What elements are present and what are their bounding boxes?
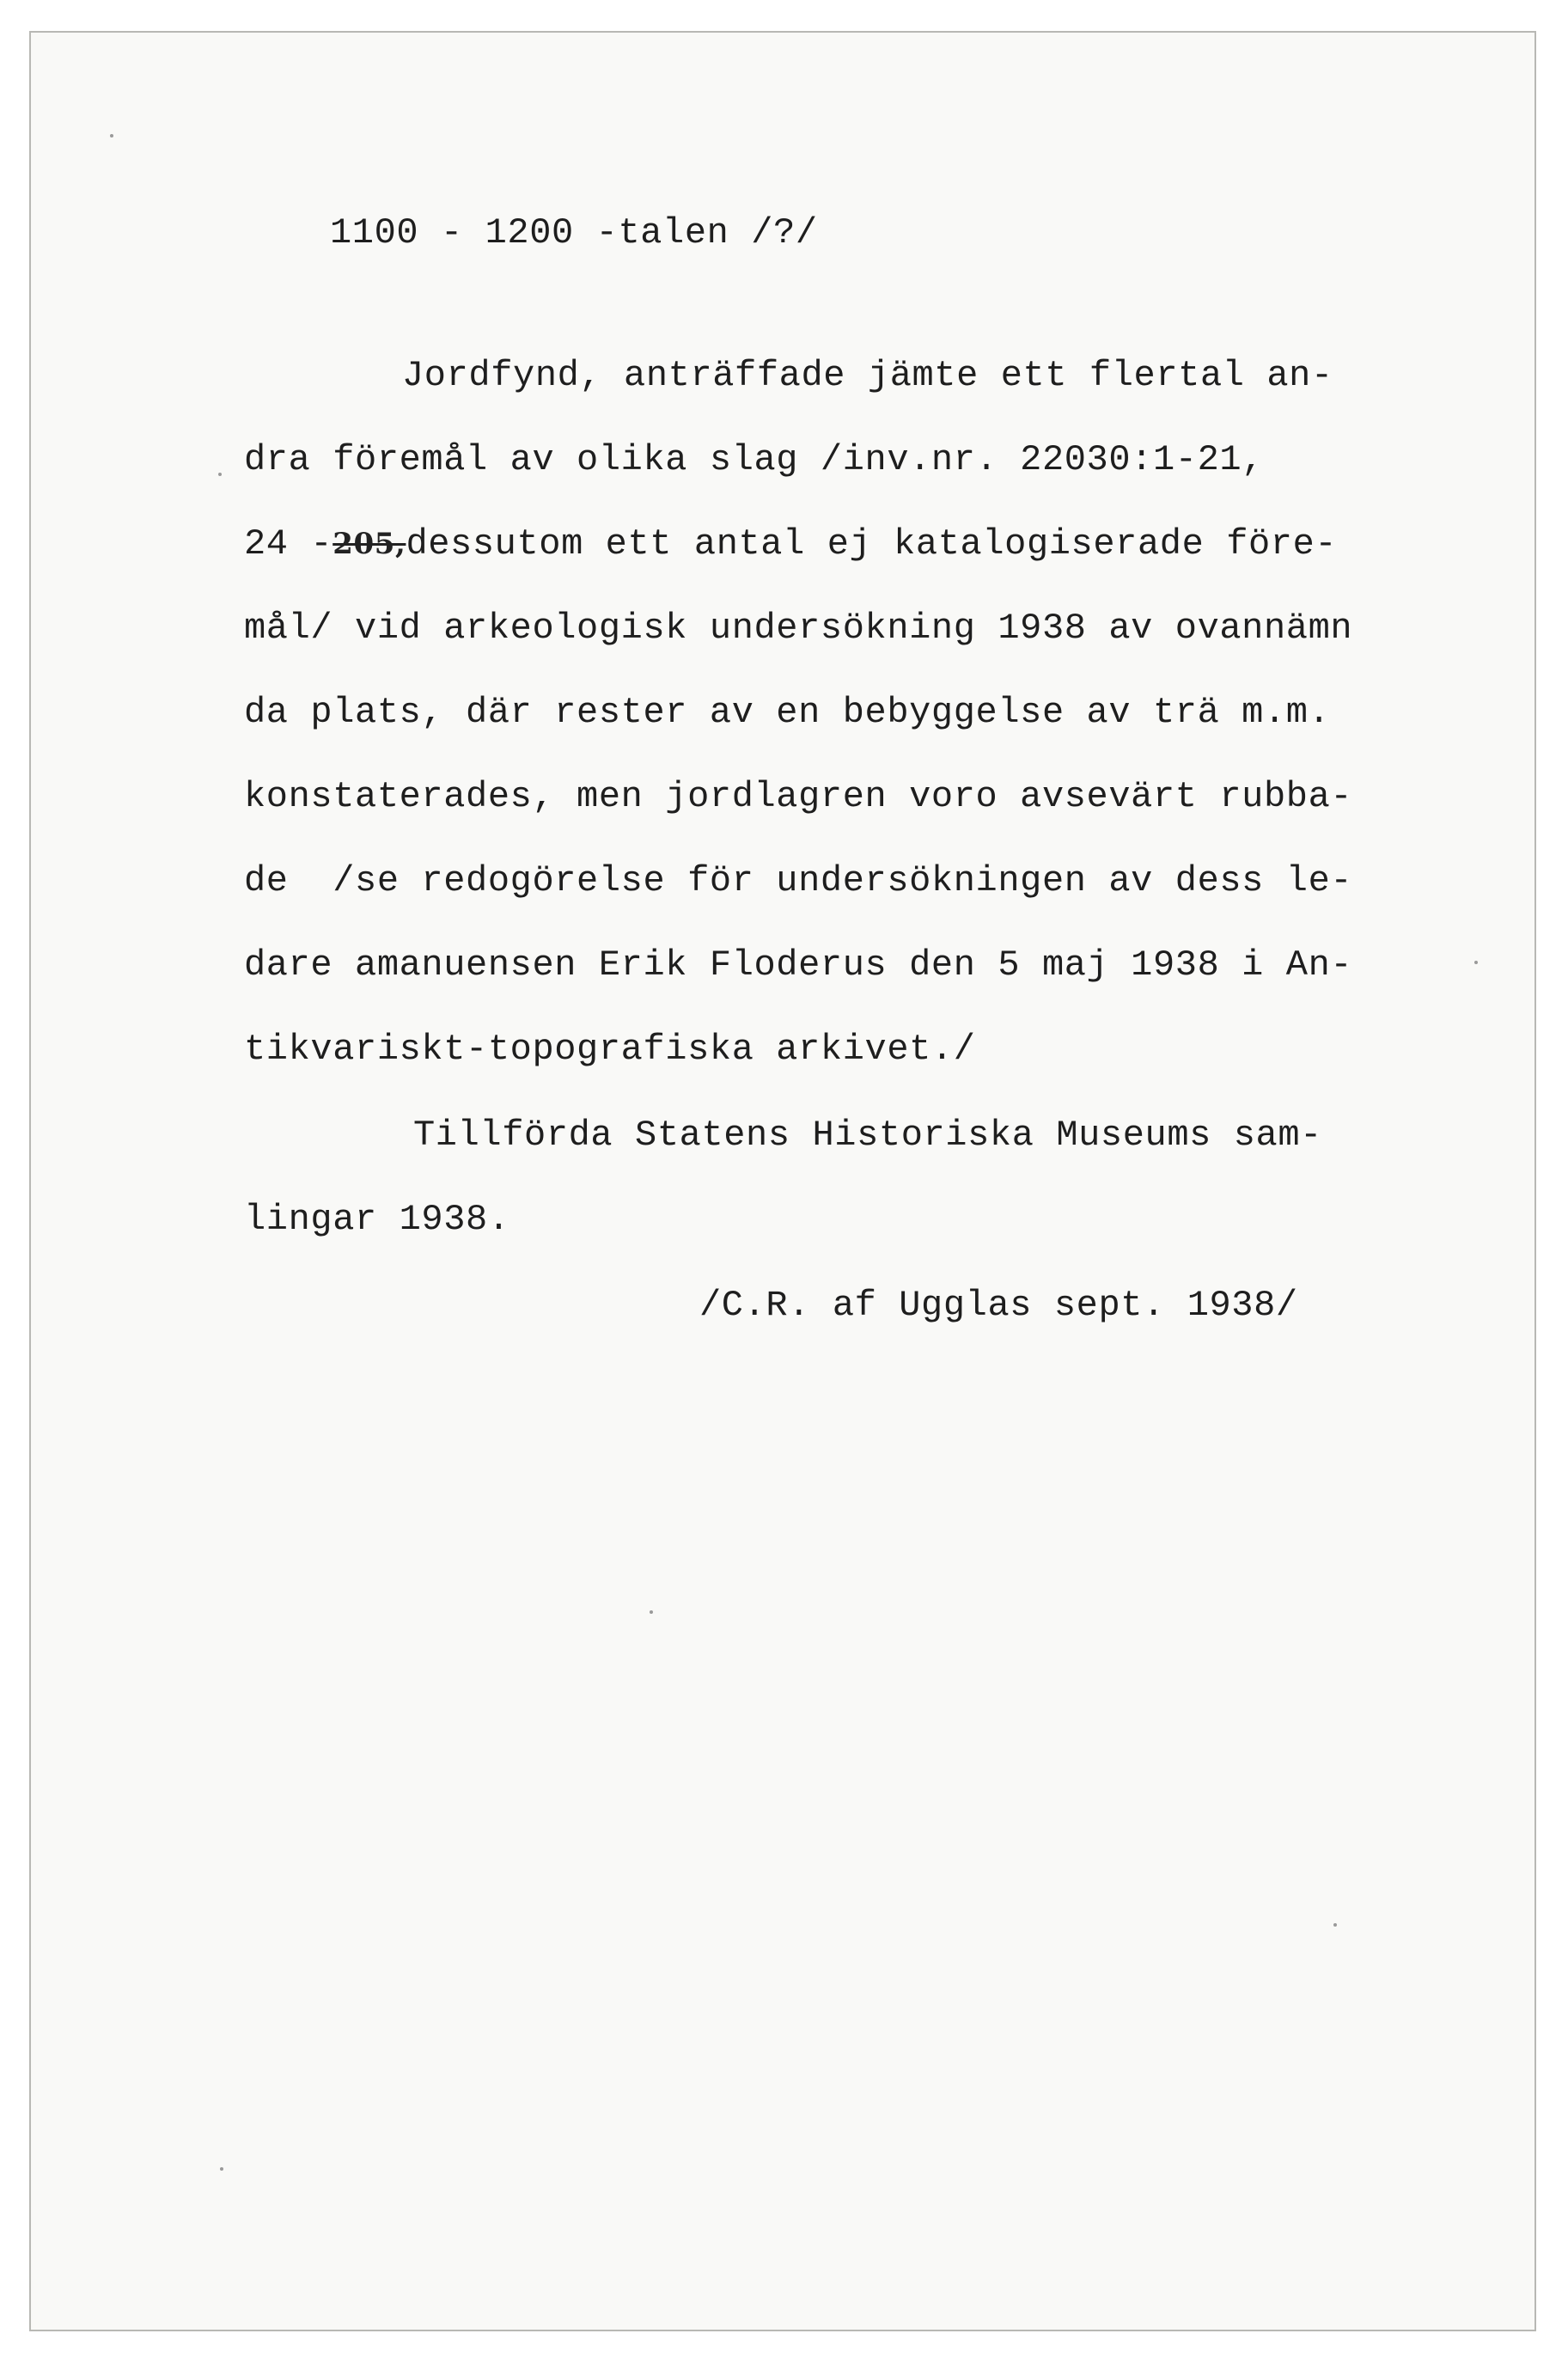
paper-speck — [1474, 961, 1478, 964]
text-line-10: Tillförda Statens Historiska Museums sam- — [413, 1115, 1322, 1156]
paper-speck — [650, 1610, 653, 1614]
paper-speck — [1333, 1923, 1337, 1927]
paper-speck — [218, 473, 222, 476]
text-line-6: konstaterades, men jordlagren voro avsevärt rubba- — [244, 776, 1353, 817]
archive-card — [29, 31, 1536, 2331]
text-line-3-prefix: 24 - — [244, 523, 333, 565]
text-line-1: Jordfynd, anträffade jämte ett flertal an- — [402, 355, 1333, 396]
paper-speck — [110, 134, 113, 137]
handwritten-correction: 205, — [333, 527, 406, 561]
signature-line: /C.R. af Ugglas sept. 1938/ — [699, 1285, 1298, 1326]
text-line-5: da plats, där rester av en bebyggelse av trä m.m. — [244, 692, 1331, 733]
text-line-4: mål/ vid arkeologisk undersökning 1938 av ovannämn — [244, 608, 1353, 649]
text-line-2: dra föremål av olika slag /inv.nr. 22030:1-21, — [244, 439, 1264, 480]
text-line-11: lingar 1938. — [244, 1199, 510, 1240]
paper-speck — [220, 2167, 223, 2171]
text-line-9: tikvariskt-topografiska arkivet./ — [244, 1029, 976, 1070]
text-line-8: dare amanuensen Erik Floderus den 5 maj 1938 i An- — [244, 944, 1353, 986]
text-line-3 — [244, 522, 1337, 565]
text-line-7: de /se redogörelse för undersökningen av dess le- — [244, 860, 1353, 901]
text-line-3-suffix: dessutom ett antal ej katalogiserade före- — [406, 523, 1338, 565]
date-heading: 1100 - 1200 -talen /?/ — [330, 212, 818, 254]
